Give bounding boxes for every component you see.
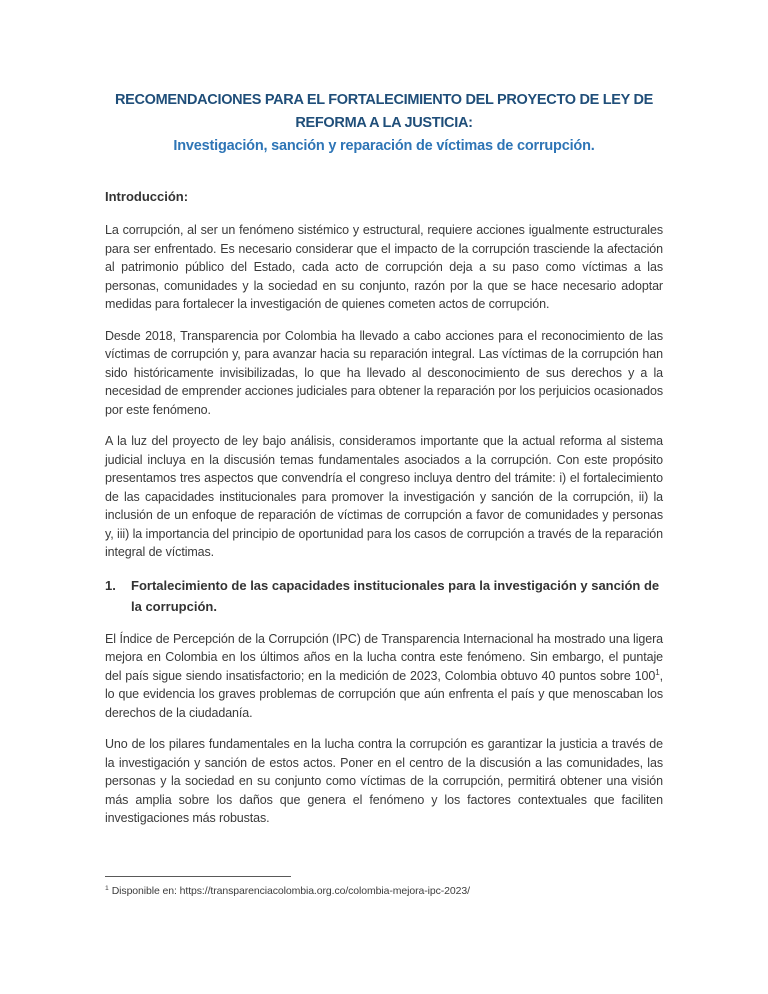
section-1-paragraph-pilares: Uno de los pilares fundamentales en la lucha contra la corrupción es garantizar la justicia a través de la investigación y sanción de estos actos. Poner en el centro de la discusión a las comunidades, las personas y la sociedad en su conjunto como víctimas de la corrupción, permitirá obtener una visión más amplia sobre los daños que genera el fenómeno y los factores contextuales que faciliten investigaciones más robustas. xyxy=(105,737,663,825)
document-title xyxy=(45,89,723,158)
section-1-paragraph-ipc xyxy=(105,630,663,723)
ipc-text-before-ref: El Índice de Percepción de la Corrupción (IPC) de Transparencia Internacional ha mostrado una ligera mejora en Colombia en los últimos años en la lucha contra este fenómeno. Sin embargo, el puntaje del país sigue siendo insatisfactorio; en la medición de 2023, Colombia obtuvo 40 puntos sobre 100 xyxy=(105,631,663,683)
footnote-url: https://transparenciacolombia.org.co/colombia-mejora-ipc-2023/ xyxy=(179,885,470,897)
footnote-number: 1 xyxy=(105,884,109,892)
document-subtitle: Investigación, sanción y reparación de víctimas de corrupción. xyxy=(173,138,595,154)
title-line-1: RECOMENDACIONES PARA EL FORTALECIMIENTO DEL PROYECTO DE LEY DE xyxy=(114,92,654,108)
footnote-reference-marker: 1 xyxy=(655,667,660,677)
footnote-separator xyxy=(105,876,291,877)
footnotes-section xyxy=(105,876,663,899)
footnote xyxy=(105,884,663,899)
section-1-heading-text: Fortalecimiento de las capacidades institucionales para la investigación y sanción de la corrupción. xyxy=(131,577,660,614)
section-1-heading xyxy=(105,575,663,617)
intro-paragraph-2: Desde 2018, Transparencia por Colombia ha llevado a cabo acciones para el reconocimiento de las víctimas de corrupción y, para avanzar hacia su reparación integral. Las víctimas de la corrupción han sido históricamente invisibilizadas, lo que ha llevado al desconocimiento de sus derechos y a la necesidad de emprender acciones judiciales para obtener la reparación por los perjuicios ocasionados por este fenómeno. xyxy=(105,328,663,417)
footnote-label: Disponible en: xyxy=(111,885,180,897)
section-1-number: 1. xyxy=(105,577,116,593)
title-line-2: REFORMA A LA JUSTICIA: xyxy=(295,115,473,131)
intro-heading: Introducción: xyxy=(105,189,189,204)
intro-paragraph-3: A la luz del proyecto de ley bajo análisis, consideramos importante que la actual reforma al sistema judicial incluya en la discusión temas fundamentales asociados a la corrupción. Con este propósito presentamos tres aspectos que convendría el congreso incluya dentro del trámite: i) el fortalecimiento de las capacidades institucionales para promover la investigación y sanción de la corrupción, ii) la inclusión de un enfoque de reparación de víctimas de corrupción a favor de comunidades y personas y, iii) la importancia del principio de oportunidad para los casos de corrupción a través de la reparación integral de víctimas. xyxy=(105,434,663,559)
intro-paragraph-1: La corrupción, al ser un fenómeno sistémico y estructural, requiere acciones igualmente estructurales para ser enfrentado. Es necesario considerar que el impacto de la corrupción trasciende la afectación al patrimonio público del Estado, cada acto de corrupción deja a su paso como víctimas a las personas, comunidades y la sociedad en su conjunto, razón por la que se hace necesario adoptar medidas para fortalecer la investigación de quienes cometen actos de corrupción. xyxy=(105,223,663,311)
ipc-text-after-ref: , lo que evidencia los graves problemas de corrupción que aún enfrenta el país y que menoscaban los derechos de la ciudadanía. xyxy=(105,668,663,720)
